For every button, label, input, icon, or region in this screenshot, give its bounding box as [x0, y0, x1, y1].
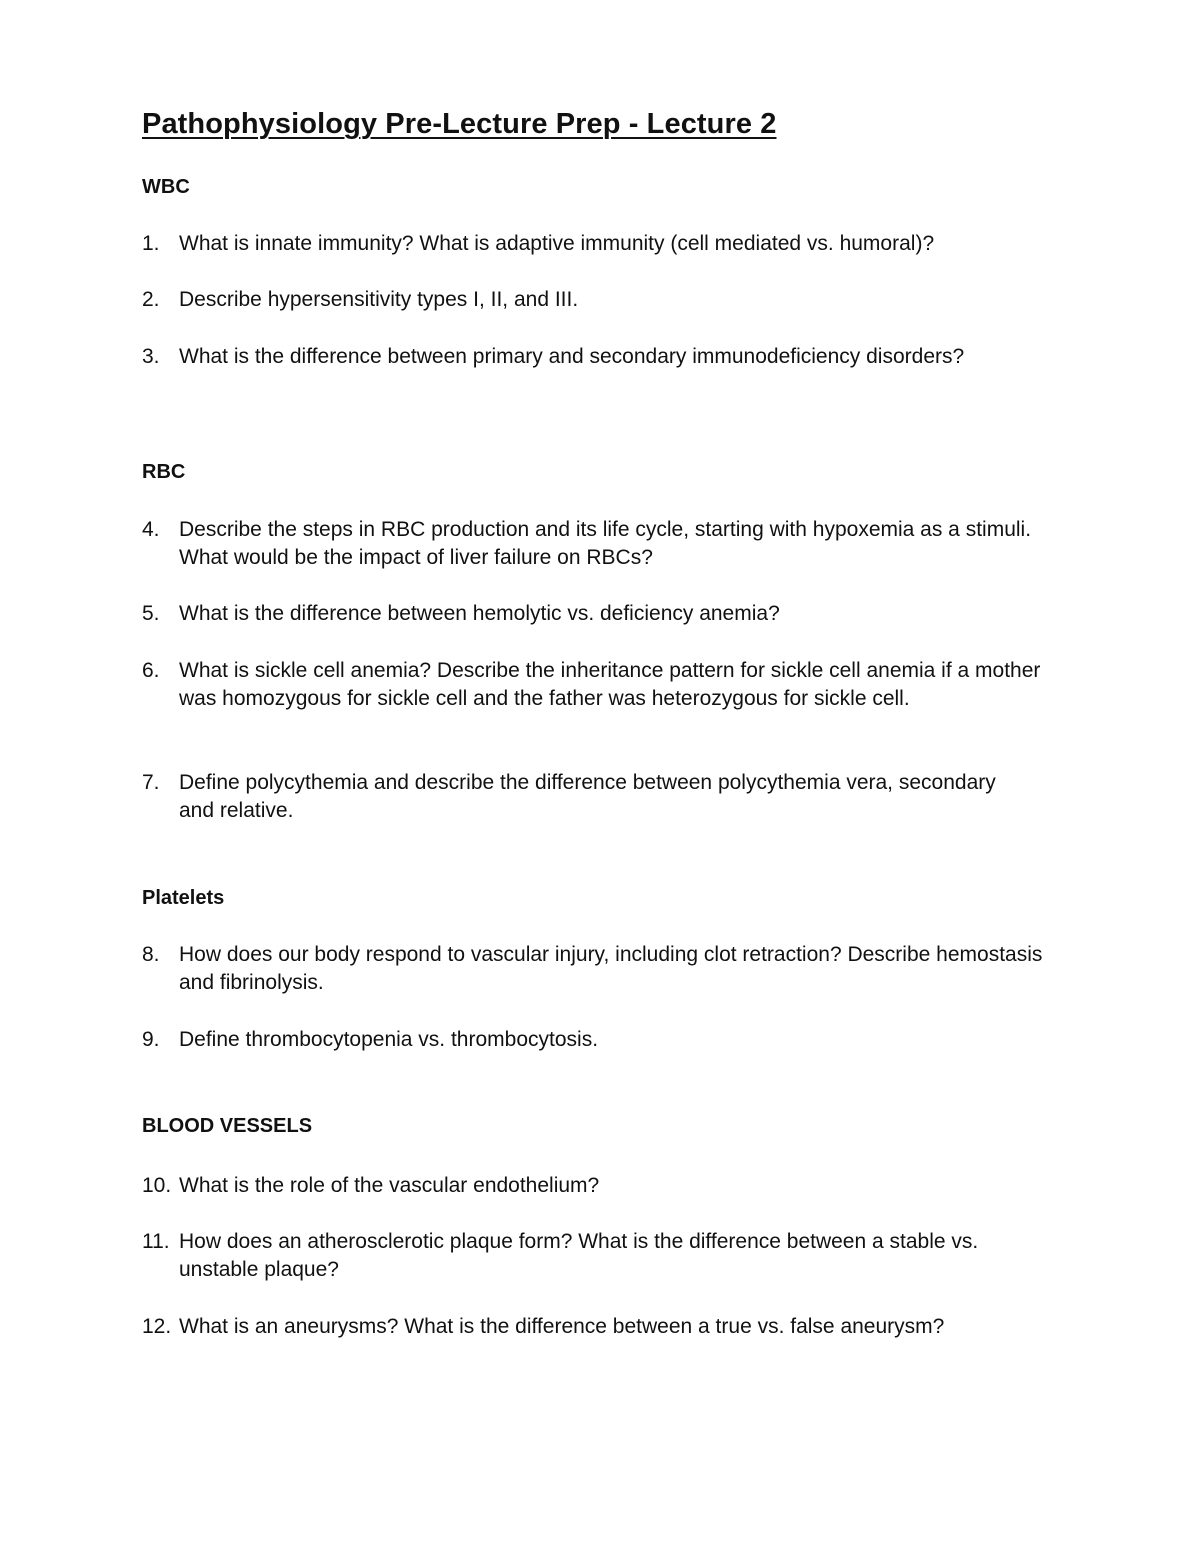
- question-item: [142, 286, 1072, 314]
- question-item: [142, 343, 992, 371]
- question-number: 1.: [142, 232, 160, 255]
- question-text: What is the role of the vascular endothelium?: [179, 1174, 600, 1197]
- question-item: [142, 1228, 1057, 1284]
- question-number: 10.: [142, 1174, 172, 1197]
- document-title: Pathophysiology Pre-Lecture Prep - Lecture 2: [142, 108, 777, 140]
- section-heading-wbc: WBC: [142, 176, 190, 198]
- question-item: [142, 1026, 1072, 1054]
- question-number: 9.: [142, 1028, 160, 1051]
- question-number: 5.: [142, 602, 160, 625]
- question-item: [142, 1313, 1072, 1341]
- question-item: [142, 657, 1072, 713]
- section-heading-platelets: Platelets: [142, 887, 225, 909]
- question-text: What is innate immunity? What is adaptive immunity (cell mediated vs. humoral)?: [179, 232, 935, 255]
- question-item: [142, 769, 1012, 825]
- question-text: How does our body respond to vascular injury, including clot retraction? Describe hemostasis and fibrinolysis.: [179, 943, 1043, 994]
- question-text: What is the difference between hemolytic vs. deficiency anemia?: [179, 602, 780, 625]
- question-number: 6.: [142, 659, 160, 682]
- question-number: 3.: [142, 345, 160, 368]
- question-text: Describe the steps in RBC production and its life cycle, starting with hypoxemia as a stimuli. What would be the impact of liver failure on RBCs?: [179, 518, 1032, 569]
- question-text: How does an atherosclerotic plaque form? What is the difference between a stable vs. unstable plaque?: [179, 1230, 979, 1281]
- question-text: What is an aneurysms? What is the difference between a true vs. false aneurysm?: [179, 1315, 945, 1338]
- question-item: [142, 1172, 1072, 1200]
- question-text: Describe hypersensitivity types I, II, and III.: [179, 288, 579, 311]
- question-item: [142, 516, 1057, 572]
- question-text: What is sickle cell anemia? Describe the inheritance pattern for sickle cell anemia if a mother was homozygous for sickle cell and the father was heterozygous for sickle cell.: [179, 659, 1041, 710]
- question-text: Define thrombocytopenia vs. thrombocytosis.: [179, 1028, 599, 1051]
- question-text: What is the difference between primary and secondary immunodeficiency disorders?: [179, 345, 965, 368]
- question-item: [142, 230, 1072, 258]
- question-item: [142, 600, 1072, 628]
- question-number: 4.: [142, 518, 160, 541]
- section-heading-blood-vessels: BLOOD VESSELS: [142, 1115, 313, 1137]
- question-number: 7.: [142, 771, 160, 794]
- question-text: Define polycythemia and describe the difference between polycythemia vera, secondary and relative.: [179, 771, 996, 822]
- question-number: 12.: [142, 1315, 172, 1338]
- question-number: 11.: [142, 1230, 170, 1253]
- question-item: [142, 941, 1072, 997]
- question-number: 8.: [142, 943, 160, 966]
- question-number: 2.: [142, 288, 160, 311]
- section-heading-rbc: RBC: [142, 461, 186, 483]
